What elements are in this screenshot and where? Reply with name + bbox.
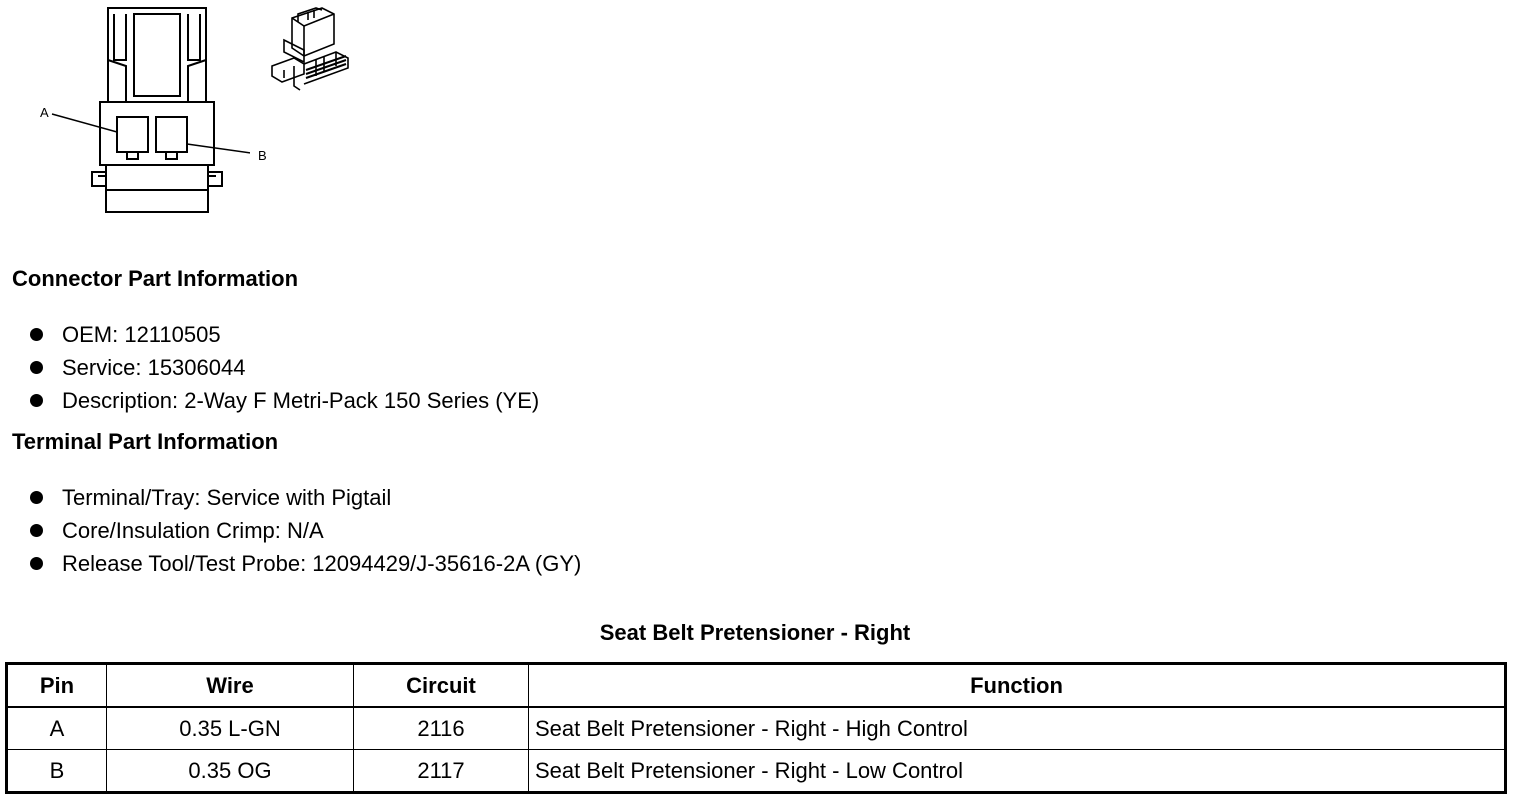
bullet-icon: [30, 524, 43, 537]
connector-face-diagram: [30, 0, 250, 220]
list-item-text: Service: 15306044: [62, 355, 246, 380]
header-pin: Pin: [7, 664, 107, 708]
table-title: Seat Belt Pretensioner - Right: [599, 620, 911, 645]
list-item-text: OEM: 12110505: [62, 322, 221, 347]
cell-function: Seat Belt Pretensioner - Right - Low Control: [529, 750, 1506, 793]
cell-pin: A: [7, 707, 107, 750]
cell-function: Seat Belt Pretensioner - Right - High Control: [529, 707, 1506, 750]
table-row: [7, 707, 1506, 750]
list-item-text: Release Tool/Test Probe: 12094429/J-35616-2A (GY): [62, 551, 582, 576]
table-row: [7, 750, 1506, 793]
list-item-text: Core/Insulation Crimp: N/A: [62, 518, 324, 543]
bullet-icon: [30, 394, 43, 407]
callout-b: [250, 140, 280, 170]
cell-pin: B: [7, 750, 107, 793]
cell-circuit: 2117: [354, 750, 529, 793]
cell-wire: 0.35 OG: [107, 750, 354, 793]
header-function: Function: [529, 664, 1506, 708]
list-item-text: Terminal/Tray: Service with Pigtail: [62, 485, 392, 510]
bullet-icon: [30, 328, 43, 341]
connector-info-heading: Connector Part Information: [12, 266, 299, 291]
header-circuit: Circuit: [354, 664, 529, 708]
list-item-text: Description: 2-Way F Metri-Pack 150 Series (YE): [62, 388, 540, 413]
terminal-info-heading: Terminal Part Information: [12, 429, 279, 454]
cell-wire: 0.35 L-GN: [107, 707, 354, 750]
connector-isometric-diagram: [264, 0, 364, 100]
header-wire: Wire: [107, 664, 354, 708]
cell-circuit: 2116: [354, 707, 529, 750]
callout-b-label: B: [258, 148, 267, 163]
bullet-icon: [30, 491, 43, 504]
pin-table: [5, 662, 1507, 794]
bullet-icon: [30, 557, 43, 570]
callout-a-label: A: [40, 105, 49, 120]
bullet-icon: [30, 361, 43, 374]
table-header-row: [7, 664, 1506, 708]
